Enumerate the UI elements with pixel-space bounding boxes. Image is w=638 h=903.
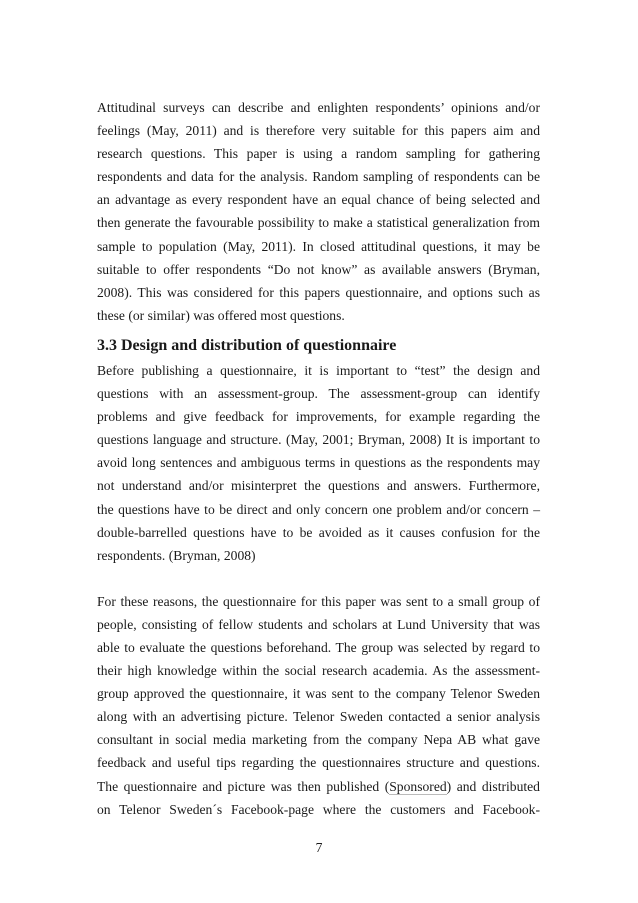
paragraph-line: questions with an assessment-group. The assessment-group can identify xyxy=(97,386,540,402)
paragraph-line: sample to population (May, 2011). In closed attitudinal questions, it may be xyxy=(97,238,540,254)
paragraph-line: along with an advertising picture. Telenor Sweden contacted a senior analysis xyxy=(97,709,540,725)
paragraph-line: respondents. (Bryman, 2008) xyxy=(97,547,256,563)
paragraph-line: the questions have to be direct and only concern one problem and/or concern – xyxy=(97,501,540,517)
paragraph-line: group approved the questionnaire, it was sent to the company Telenor Sweden xyxy=(97,686,540,702)
paragraph-line xyxy=(97,775,540,798)
text-run: ) and distributed xyxy=(446,778,540,794)
paragraph-line: consultant in social media marketing from the company Nepa AB what gave xyxy=(97,732,540,748)
paragraph-line: Before publishing a questionnaire, it is important to “test” the design and xyxy=(97,362,540,378)
sponsored-link[interactable]: Sponsored xyxy=(389,778,447,794)
paragraph-line: on Telenor Sweden´s Facebook-page where the customers and Facebook- xyxy=(97,801,540,817)
paragraph-line: 2008). This was considered for this papers questionnaire, and options such as xyxy=(97,284,540,300)
paragraph-line: feedback and useful tips regarding the questionnaires structure and questions. xyxy=(97,755,540,771)
paragraph-line: an advantage as every respondent have an equal chance of being selected and xyxy=(97,192,540,208)
paragraph-2 xyxy=(97,359,540,567)
paragraph-line: research questions. This paper is using a random sampling for gathering xyxy=(97,146,540,162)
paragraph-line: Attitudinal surveys can describe and enlighten respondents’ opinions and/or xyxy=(97,100,540,115)
paragraph-3 xyxy=(97,590,540,775)
paragraph-line: suitable to offer respondents “Do not know” as available answers (Bryman, xyxy=(97,261,540,277)
paragraph-line: people, consisting of fellow students and scholars at Lund University that was xyxy=(97,616,540,632)
paragraph-line: these (or similar) was offered most questions. xyxy=(97,307,345,323)
paragraph-line: problems and give feedback for improvements, for example regarding the xyxy=(97,409,540,425)
paragraph-line: respondents and data for the analysis. Random sampling of respondents can be xyxy=(97,169,540,185)
paragraph-line: their high knowledge within the social research academia. As the assessment- xyxy=(97,663,540,679)
paragraph-line: double-barrelled questions have to be avoided as it causes confusion for the xyxy=(97,524,540,540)
paragraph-1 xyxy=(97,96,540,327)
page-body xyxy=(97,96,540,821)
paragraph-line: not understand and/or misinterpret the questions and answers. Furthermore, xyxy=(97,478,540,494)
section-heading: 3.3 Design and distribution of questionnaire xyxy=(97,336,397,354)
text-run: The questionnaire and picture was then published ( xyxy=(97,778,390,794)
paragraph-line: questions language and structure. (May, 2001; Bryman, 2008) It is important to xyxy=(97,432,540,448)
paragraph-line: able to evaluate the questions beforehand. The group was selected by regard to xyxy=(97,639,540,655)
paragraph-gap xyxy=(97,567,540,590)
paragraph-line: then generate the favourable possibility to make a statistical generalization from xyxy=(97,215,540,231)
paragraph-line: feelings (May, 2011) and is therefore very suitable for this papers aim and xyxy=(97,123,540,139)
paragraph-line: For these reasons, the questionnaire for this paper was sent to a small group of xyxy=(97,593,540,609)
page-number: 7 xyxy=(315,840,323,855)
paragraph-line: avoid long sentences and ambiguous terms in questions as the respondents may xyxy=(97,455,540,471)
